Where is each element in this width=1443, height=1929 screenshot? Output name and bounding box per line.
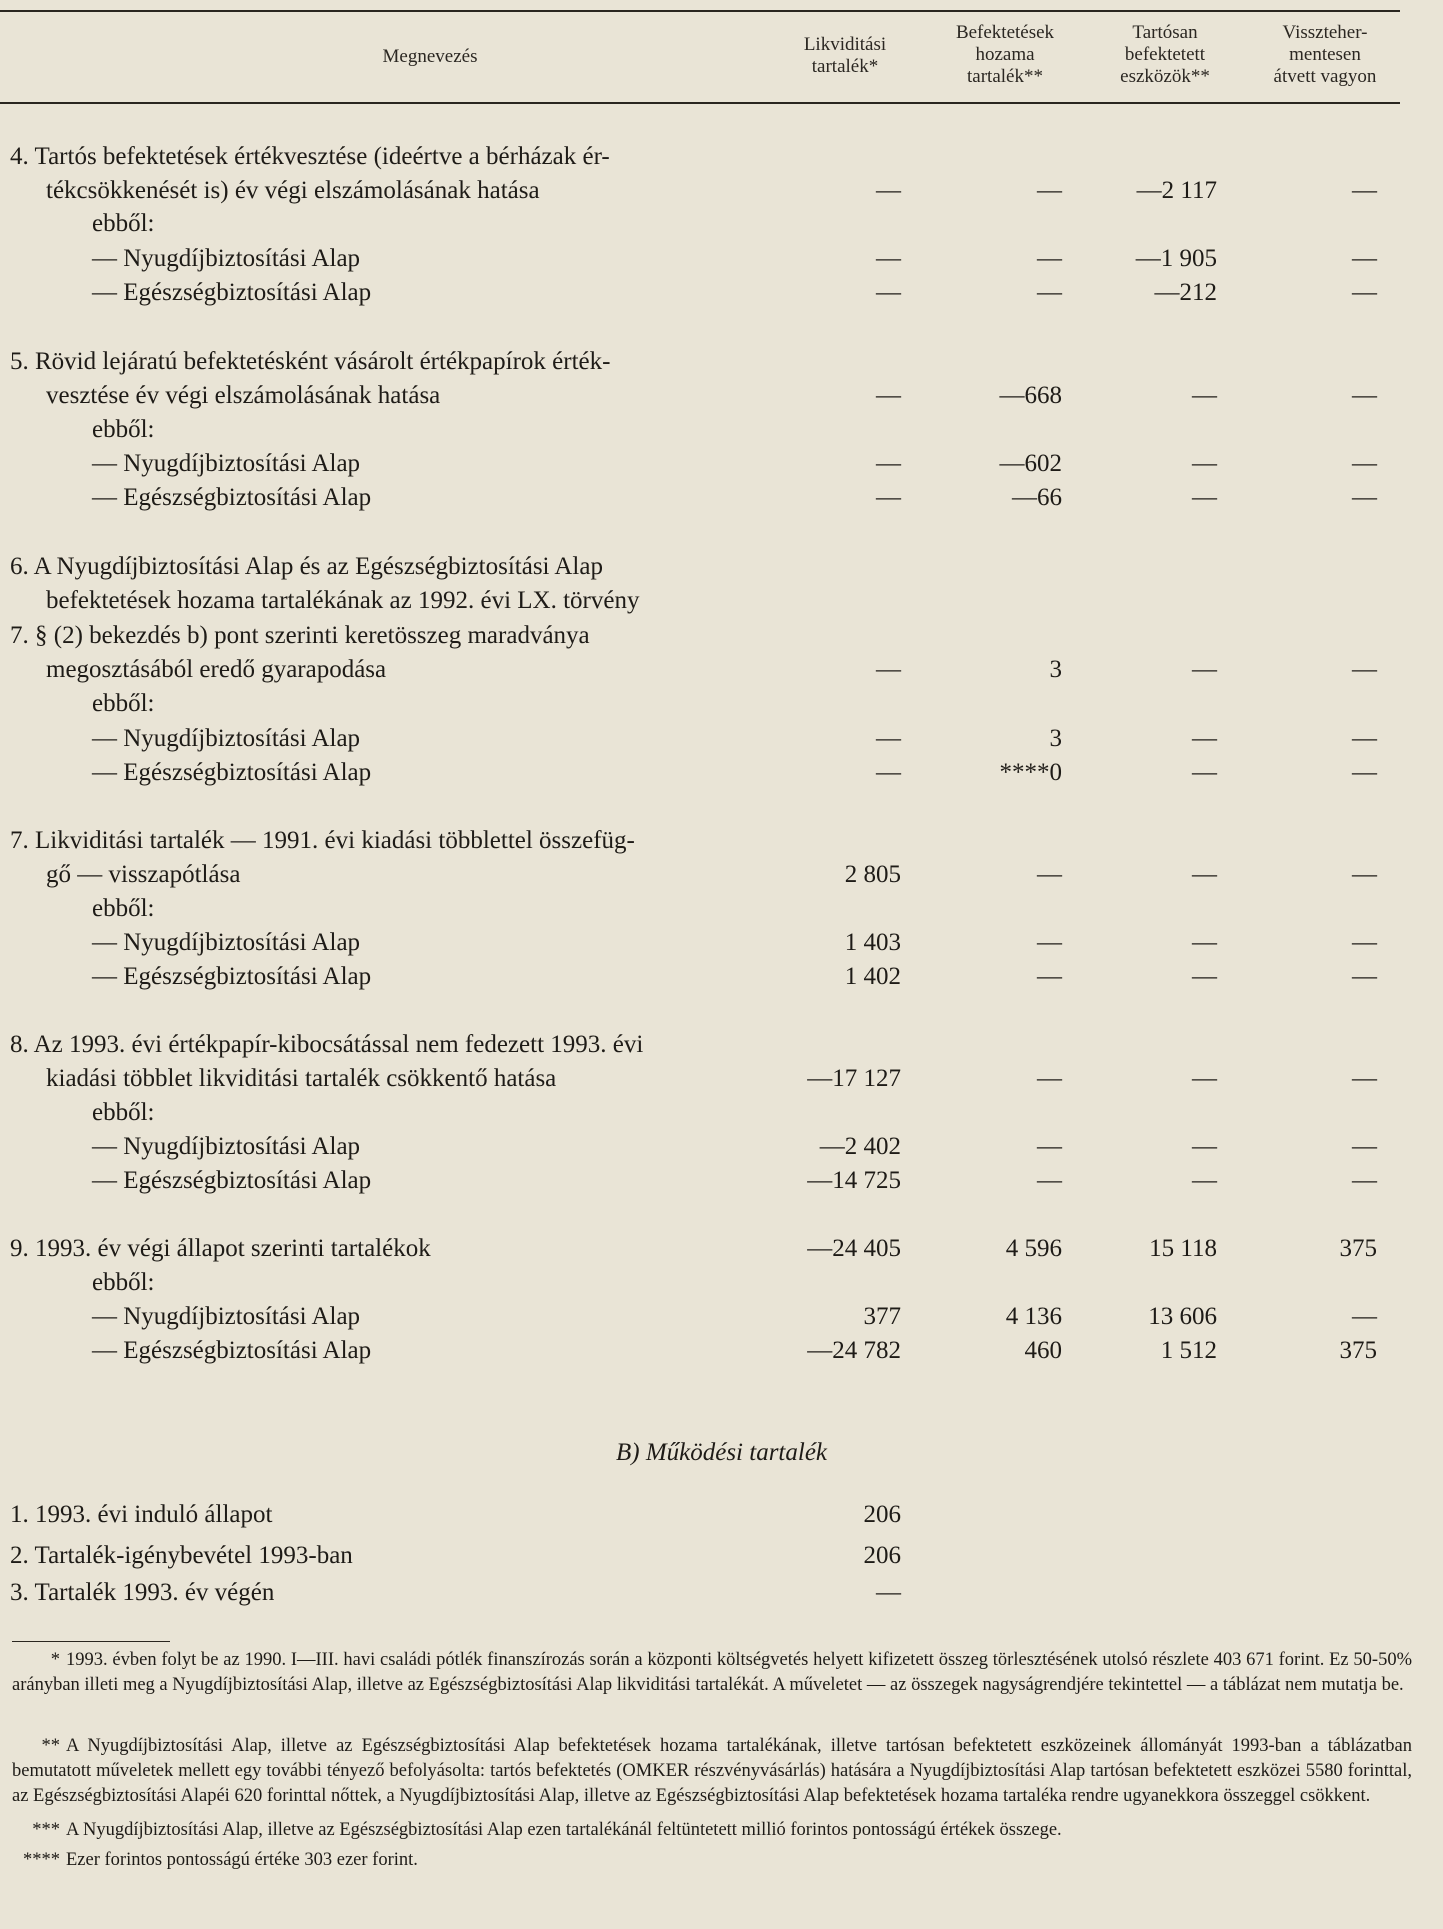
row-label: — Nyugdíjbiztosítási Alap — [92, 245, 361, 272]
header-col-likviditasi: Likviditási tartalék* — [803, 34, 887, 77]
cell-visszteher: — — [1352, 725, 1377, 752]
cell-befektetesek: — — [1037, 963, 1062, 990]
cell-tartosan: —1 905 — [1135, 245, 1217, 272]
footnote-text: A Nyugdíjbiztosítási Alap, illetve az Egészségbiztosítási Alap befektetések hozama tartalékának, illetve tartósan befektetett eszközeinek állományát 1993-ban a táblázatban bemutatott műveletek mellett egy további tényező befolyásolta: tartós befektetés (OMKER részvényvásárlás) hatására a Nyugdíjbiztosítási Alap tartósan befektetett eszközei 5580 forinttal, az Egészségbiztosítási Alapéi 620 forinttal nőttek, a Nyugdíjbiztosítási Alap, illetve az Egészségbiztosítási Alap befektetések hozama tartaléka rendre ugyanekkora összeggel csökkent. — [12, 1736, 1412, 1806]
cell-visszteher: — — [1352, 1133, 1377, 1160]
table-row — [0, 1300, 1443, 1334]
cell-likviditasi: —2 402 — [819, 1133, 901, 1160]
cell-likviditasi: — — [876, 279, 901, 306]
table-row — [0, 1334, 1443, 1368]
row-label: — Egészségbiztosítási Alap — [92, 1167, 372, 1194]
cell-likviditasi: — — [876, 656, 901, 683]
footnote-mark: *** — [32, 1820, 60, 1840]
row-label: tékcsökkenését is) év végi elszámolásának hatása — [46, 177, 540, 204]
cell-tartosan: 15 118 — [1149, 1235, 1217, 1262]
cell-visszteher: — — [1352, 861, 1377, 888]
cell-likviditasi: — — [876, 725, 901, 752]
table-row — [0, 687, 1443, 721]
cell-befektetesek: —66 — [1012, 484, 1062, 511]
cell-befektetesek: —602 — [999, 450, 1062, 477]
table-row — [0, 140, 1443, 174]
cell-likviditasi: —24 782 — [807, 1337, 901, 1364]
table-row — [0, 653, 1443, 687]
row-label: — Nyugdíjbiztosítási Alap — [92, 450, 361, 477]
row-label: befektetések hozama tartalékának az 1992. évi LX. törvény — [46, 587, 640, 614]
cell-befektetesek: 4 136 — [1005, 1303, 1062, 1330]
table-row — [0, 174, 1443, 208]
table-row — [0, 722, 1443, 756]
cell-visszteher: — — [1352, 450, 1377, 477]
table-row — [0, 481, 1443, 515]
cell-visszteher: — — [1352, 245, 1377, 272]
table-row — [0, 858, 1443, 892]
footnote — [12, 1848, 1412, 1873]
cell-tartosan: 1 512 — [1160, 1337, 1217, 1364]
footnote-text: Ezer forintos pontosságú értéke 303 ezer forint. — [66, 1850, 418, 1870]
table-row — [0, 276, 1443, 310]
table-row — [0, 379, 1443, 413]
table-row — [0, 242, 1443, 276]
row-label: ebből: — [92, 1099, 155, 1126]
cell-tartosan: — — [1192, 656, 1217, 683]
header-col-visszteher: Visszteher- mentesen átvett vagyon — [1273, 22, 1377, 87]
table-row — [0, 1062, 1443, 1096]
header-col-tartosan: Tartósan befektetett eszközök** — [1120, 22, 1210, 87]
header-top-rule — [0, 10, 1400, 12]
cell-tartosan: — — [1192, 484, 1217, 511]
row-label: kiadási többlet likviditási tartalék csökkentő hatása — [46, 1065, 557, 1092]
cell-tartosan: — — [1192, 759, 1217, 786]
row-label: 7. § (2) bekezdés b) pont szerinti keretösszeg maradványa — [10, 622, 590, 649]
table-row — [0, 824, 1443, 858]
footnote — [12, 1648, 1412, 1698]
cell-tartosan: — — [1192, 929, 1217, 956]
row-label: ebből: — [92, 895, 155, 922]
table-row — [0, 926, 1443, 960]
section-b-row — [0, 1539, 1443, 1573]
footnote — [12, 1734, 1412, 1809]
row-label: 6. A Nyugdíjbiztosítási Alap és az Egészségbiztosítási Alap — [10, 553, 603, 580]
cell-likviditasi: — — [876, 450, 901, 477]
cell-likviditasi: 206 — [863, 1542, 901, 1569]
cell-visszteher: — — [1352, 484, 1377, 511]
cell-visszteher: 375 — [1339, 1337, 1377, 1364]
cell-likviditasi: —17 127 — [807, 1065, 901, 1092]
row-label: — Egészségbiztosítási Alap — [92, 759, 372, 786]
section-b-row — [0, 1498, 1443, 1532]
row-label: vesztése év végi elszámolásának hatása — [46, 382, 441, 409]
cell-visszteher: — — [1352, 279, 1377, 306]
table-row — [0, 1028, 1443, 1062]
cell-tartosan: — — [1192, 861, 1217, 888]
cell-likviditasi: — — [876, 1579, 901, 1606]
cell-befektetesek: 3 — [1049, 725, 1062, 752]
header-col-befektetesek: Befektetések hozama tartalék** — [955, 22, 1055, 87]
cell-visszteher: — — [1352, 1065, 1377, 1092]
cell-visszteher: — — [1352, 382, 1377, 409]
table-row — [0, 1130, 1443, 1164]
table-row — [0, 1266, 1443, 1300]
footnote-text: 1993. évben folyt be az 1990. I—III. havi családi pótlék finanszírozás során a központi költségvetés helyett kifizetett összeg törlesztésének utolsó részlete 403 671 forint. Ez 50-50% arányban illeti meg a Nyugdíjbiztosítási Alap, illetve az Egészségbiztosítási Alap likviditási tartalékát. A műveletet — az összegek nagyságrendjére tekintettel — a táblázat nem mutatja be. — [12, 1650, 1412, 1695]
table-row — [0, 413, 1443, 447]
cell-tartosan: — — [1192, 1167, 1217, 1194]
footnote-rule — [12, 1641, 170, 1642]
footnote-mark: **** — [23, 1850, 60, 1870]
cell-befektetesek: — — [1037, 929, 1062, 956]
cell-likviditasi: 206 — [863, 1501, 901, 1528]
cell-befektetesek: — — [1037, 861, 1062, 888]
table-row — [0, 1096, 1443, 1130]
row-label: — Nyugdíjbiztosítási Alap — [92, 1133, 361, 1160]
section-b-title: B) Működési tartalék — [615, 1439, 828, 1466]
footnote-mark: * — [50, 1650, 60, 1670]
table-row — [0, 207, 1443, 241]
cell-befektetesek: 4 596 — [1005, 1235, 1062, 1262]
footnote — [12, 1818, 1412, 1843]
cell-visszteher: 375 — [1339, 1235, 1377, 1262]
row-label: — Nyugdíjbiztosítási Alap — [92, 725, 361, 752]
cell-likviditasi: — — [876, 382, 901, 409]
table-row — [0, 447, 1443, 481]
cell-likviditasi: — — [876, 177, 901, 204]
cell-befektetesek: — — [1037, 1065, 1062, 1092]
cell-tartosan: — — [1192, 1133, 1217, 1160]
row-label: — Egészségbiztosítási Alap — [92, 1337, 372, 1364]
row-label: — Nyugdíjbiztosítási Alap — [92, 929, 361, 956]
row-label: ebből: — [92, 210, 155, 237]
footnote-text: A Nyugdíjbiztosítási Alap, illetve az Egészségbiztosítási Alap ezen tartalékánál feltüntetett millió forintos pontosságú értékek összege. — [66, 1820, 1062, 1840]
row-label: gő — visszapótlása — [46, 861, 241, 888]
header-bottom-rule — [0, 102, 1400, 104]
cell-tartosan: — — [1192, 450, 1217, 477]
cell-tartosan: 13 606 — [1148, 1303, 1217, 1330]
cell-likviditasi: — — [876, 759, 901, 786]
cell-visszteher: — — [1352, 1167, 1377, 1194]
cell-befektetesek: 460 — [1024, 1337, 1062, 1364]
cell-tartosan: — — [1192, 963, 1217, 990]
row-label: ebből: — [92, 1269, 155, 1296]
cell-tartosan: —2 117 — [1136, 177, 1217, 204]
table-row — [0, 892, 1443, 926]
header-col-megnevezes: Megnevezés — [382, 46, 478, 67]
cell-befektetesek: — — [1037, 1167, 1062, 1194]
table-row — [0, 960, 1443, 994]
cell-tartosan: —212 — [1154, 279, 1217, 306]
row-label: 9. 1993. év végi állapot szerinti tartalékok — [10, 1235, 431, 1262]
row-label: — Egészségbiztosítási Alap — [92, 963, 372, 990]
cell-tartosan: — — [1192, 725, 1217, 752]
row-label: — Egészségbiztosítási Alap — [92, 279, 372, 306]
row-label: — Egészségbiztosítási Alap — [92, 484, 372, 511]
cell-befektetesek: — — [1037, 279, 1062, 306]
cell-likviditasi: —14 725 — [807, 1167, 901, 1194]
cell-tartosan: — — [1192, 382, 1217, 409]
row-label: 2. Tartalék-igénybevétel 1993-ban — [10, 1542, 353, 1569]
cell-visszteher: — — [1352, 929, 1377, 956]
row-label: 4. Tartós befektetések értékvesztése (ideértve a bérházak ér- — [10, 143, 610, 170]
footnote-mark: ** — [41, 1736, 60, 1756]
cell-likviditasi: 377 — [863, 1303, 901, 1330]
section-b-row — [0, 1576, 1443, 1610]
cell-likviditasi: 2 805 — [844, 861, 901, 888]
cell-likviditasi: — — [876, 245, 901, 272]
row-label: megosztásából eredő gyarapodása — [46, 656, 387, 683]
cell-befektetesek: — — [1037, 1133, 1062, 1160]
cell-befektetesek: 3 — [1049, 656, 1062, 683]
table-row — [0, 584, 1443, 618]
cell-visszteher: — — [1352, 963, 1377, 990]
cell-likviditasi: 1 403 — [844, 929, 901, 956]
cell-likviditasi: — — [876, 484, 901, 511]
row-label: ebből: — [92, 416, 155, 443]
row-label: 3. Tartalék 1993. év végén — [10, 1579, 275, 1606]
table-row — [0, 345, 1443, 379]
cell-visszteher: — — [1352, 759, 1377, 786]
cell-befektetesek: ****0 — [999, 759, 1062, 786]
table-row — [0, 550, 1443, 584]
row-label: 7. Likviditási tartalék — 1991. évi kiadási többlettel összefüg- — [10, 827, 635, 854]
table-row — [0, 619, 1443, 653]
cell-visszteher: — — [1352, 177, 1377, 204]
cell-befektetesek: — — [1037, 177, 1062, 204]
row-label: 1. 1993. évi induló állapot — [10, 1501, 273, 1528]
table-row — [0, 1232, 1443, 1266]
cell-befektetesek: — — [1037, 245, 1062, 272]
row-label: 5. Rövid lejáratú befektetésként vásárolt értékpapírok érték- — [10, 348, 611, 375]
cell-visszteher: — — [1352, 1303, 1377, 1330]
table-row — [0, 1164, 1443, 1198]
row-label: — Nyugdíjbiztosítási Alap — [92, 1303, 361, 1330]
cell-befektetesek: —668 — [999, 382, 1062, 409]
cell-likviditasi: 1 402 — [844, 963, 901, 990]
row-label: 8. Az 1993. évi értékpapír-kibocsátással nem fedezett 1993. évi — [10, 1031, 644, 1058]
cell-likviditasi: —24 405 — [807, 1235, 901, 1262]
table-row — [0, 756, 1443, 790]
cell-tartosan: — — [1192, 1065, 1217, 1092]
cell-visszteher: — — [1352, 656, 1377, 683]
row-label: ebből: — [92, 690, 155, 717]
